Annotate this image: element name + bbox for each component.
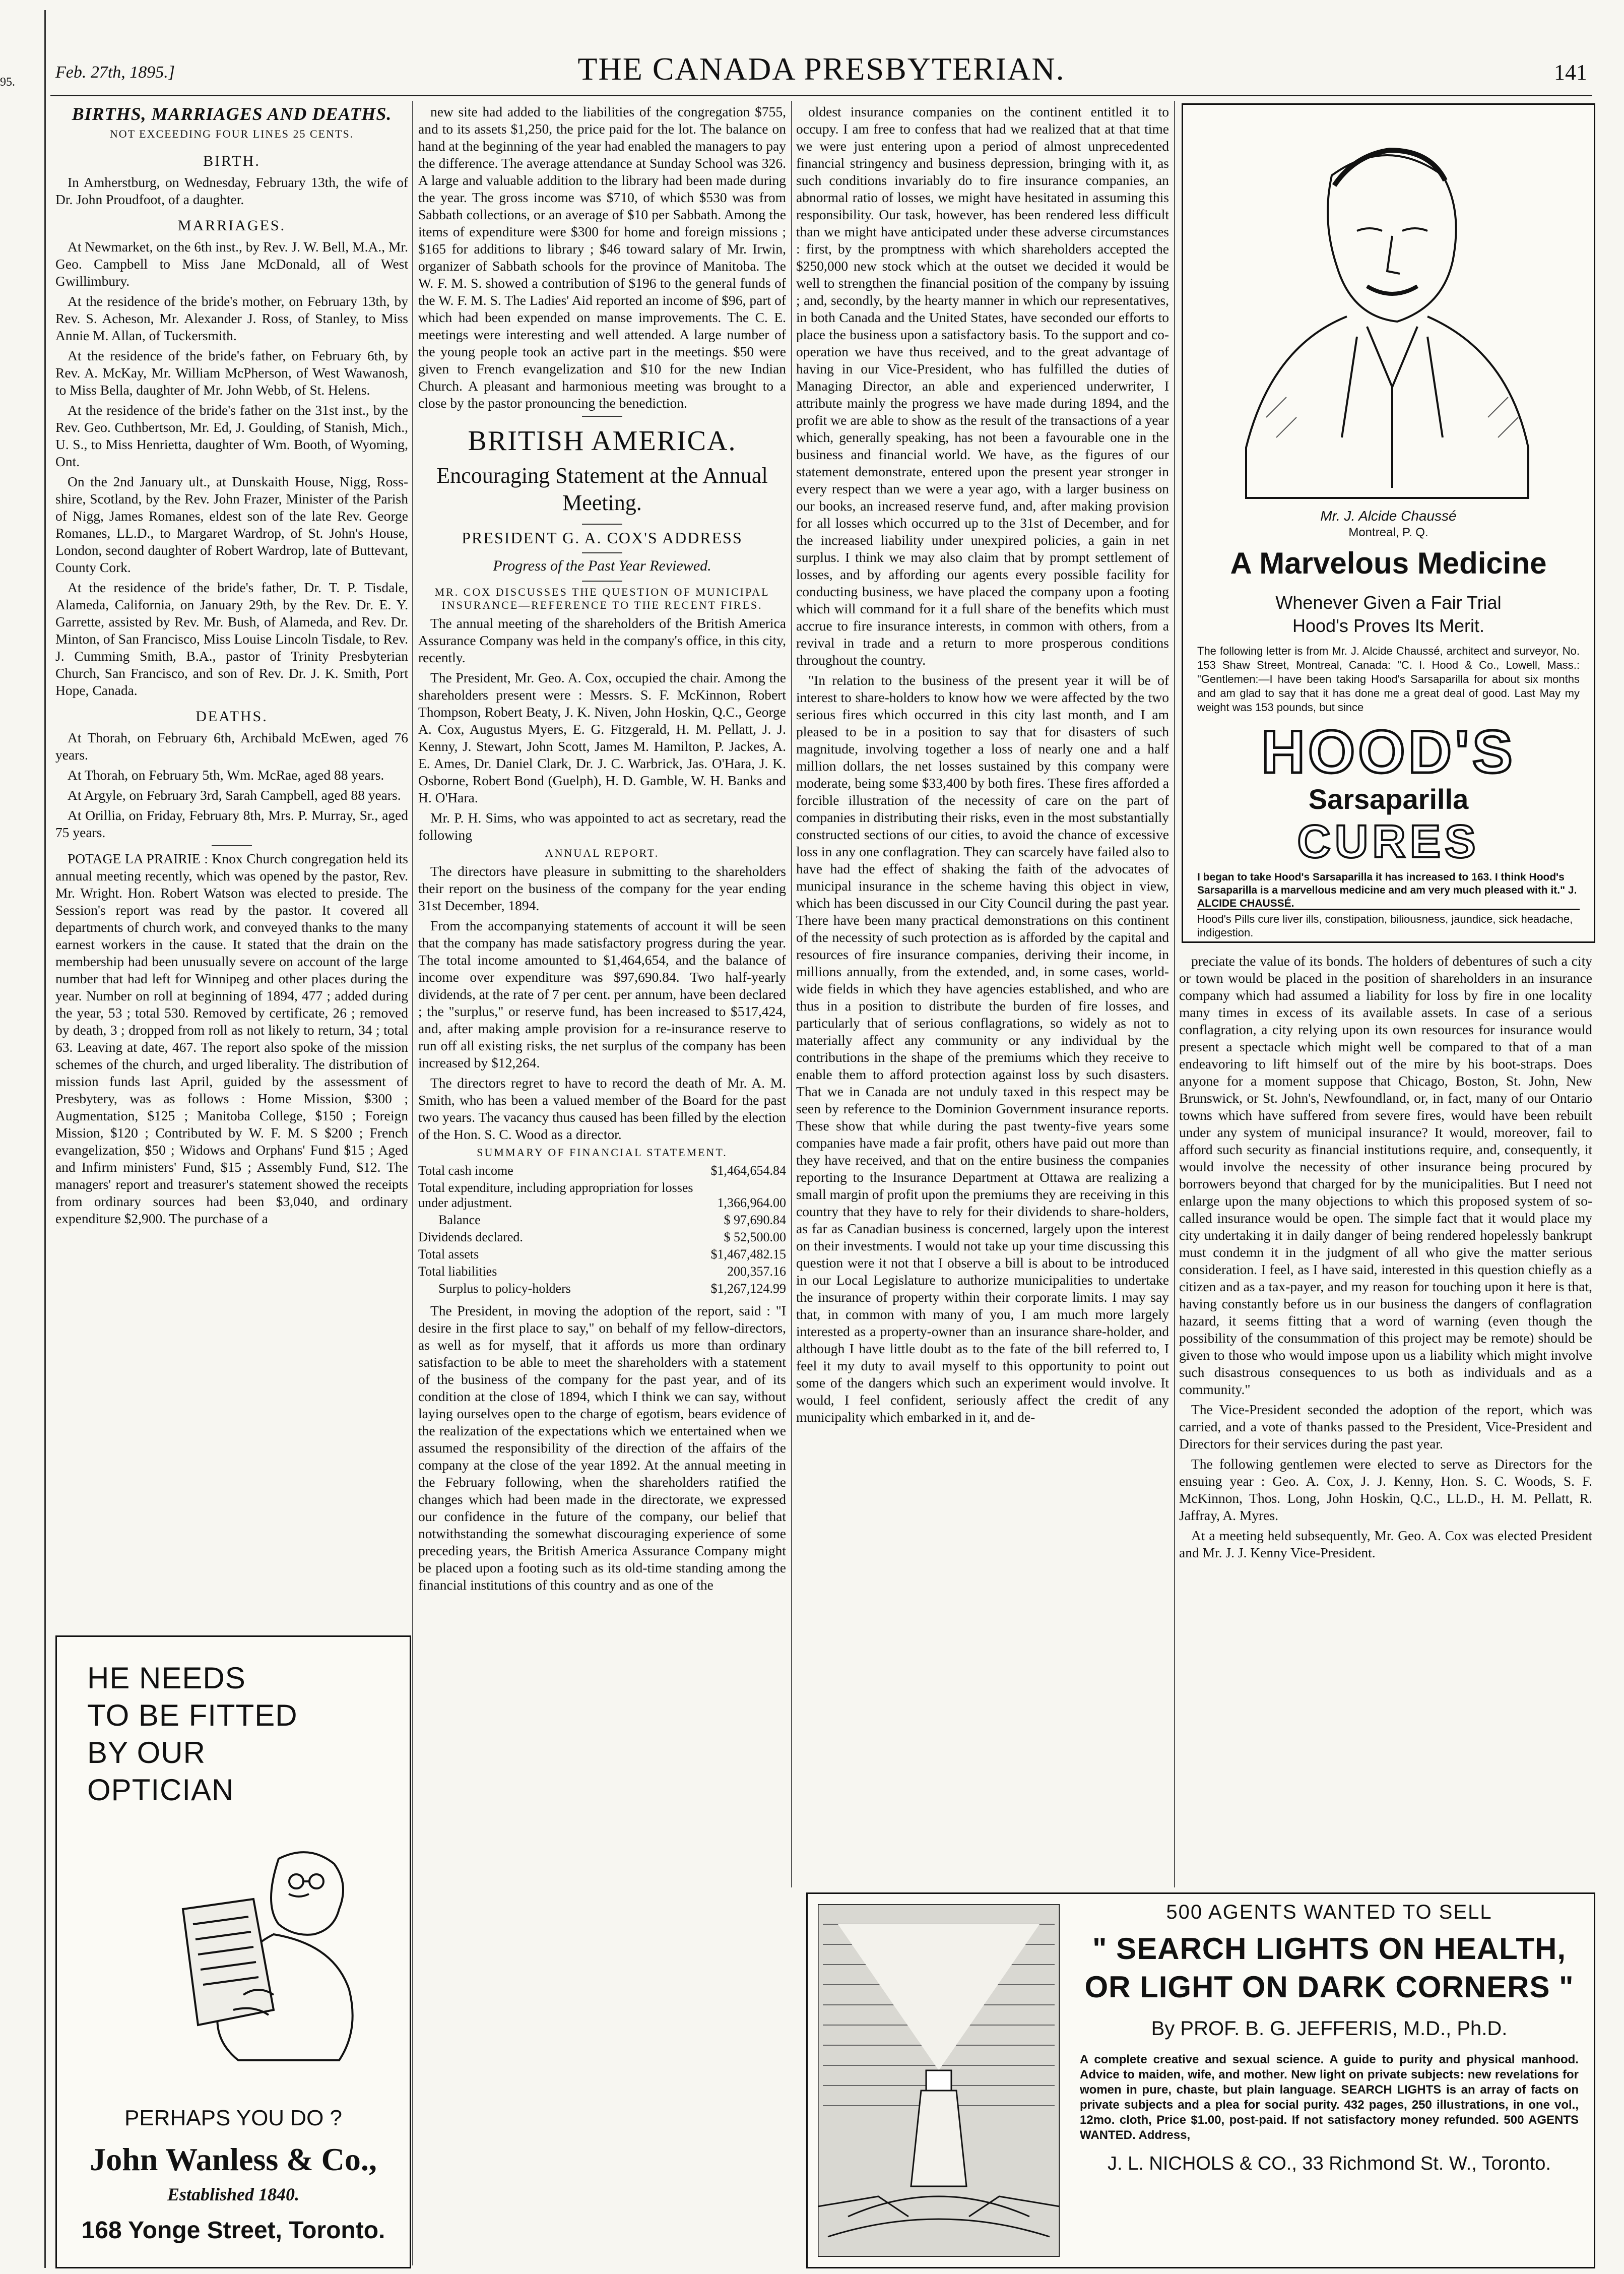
optician-company: John Wanless & Co., (90, 2141, 377, 2177)
notice-item: At the residence of the bride's mother, on February 13th, by Rev. S. Acheson, Mr. Alexander J. Ross, of Stanley, to Miss Annie M. Allan, of Tuckersmith. (55, 293, 408, 343)
optician-address: 168 Yonge Street, Toronto. (81, 2217, 385, 2244)
notice-item: At Argyle, on February 3rd, Sarah Campbell, aged 88 years. (68, 787, 401, 803)
book-description: A complete creative and sexual science. A guide to purity and physical manhood. Advice to maiden, wife, and mother. New light on private subjects: new revelations for women in pure, chaste, but plain language. SEARCH LIGHTS is an array of facts on private subjects and a plea for social purity. 432 pages, 250 illustrations, in one vol., 12mo. cloth, Price $1.00, post-paid. If not satisfactory money refunded. 500 AGENTS WANTED. Address, (1080, 2053, 1579, 2142)
publisher-address: J. L. NICHOLS & CO., 33 Richmond St. W., Toronto. (1108, 2153, 1551, 2174)
article-paragraph: The following gentlemen were elected to serve as Directors for the ensuing year : Geo. A. Cox, J. J. Kenny, Hon. S. C. Woods, S. F. McKinnon, Thos. Long, John Hoskin, Q.C., LL.D., H. M. Pellatt, R. Jaffray, A. Myres. (1179, 1456, 1592, 1523)
hoods-product: Sarsaparilla (1308, 783, 1469, 815)
page-edge-mark: 95. (0, 76, 15, 89)
notice-item: On the 2nd January ult., at Dunskaith House, Nigg, Ross-shire, Scotland, by the Rev. John Frazer, Minister of the Parish of Nigg, James Romanes, eldest son of the late Rev. George Romanes, LL.D., to Margaret Wardrop, of St. John's House, London, second daughter of Robert Wardrop, late of Buttevant, County Cork. (55, 474, 408, 575)
column-separator (791, 101, 792, 1887)
notice-item: At Thorah, on February 6th, Archibald McEwen, aged 76 years. (55, 730, 408, 763)
page-header (55, 50, 1587, 91)
hoods-cures: CURES (1297, 816, 1480, 867)
table-row: Surplus to policy-holders $1,267,124.99 (438, 1281, 786, 1296)
search-lights-advertisement (806, 1892, 1595, 2268)
article-paragraph: The President, Mr. Geo. A. Cox, occupied the chair. Among the shareholders present were : Messrs. S. F. McKinnon, Robert Thompson, Robert Beaty, J. K. Niven, John Hoskin, Q.C., George A. Cox, Augustus Myers, E. G. Fitzgerald, H. M. Pellatt, J. J. Kenny, J. Stewart, John Scott, James M. Hamilton, P. Jackes, A. E. Ames, Dr. Daniel Clark, Dr. J. C. Warbrick, Jas. O'Hara, J. K. Osborne, Robert Bond (Guelph), H. D. Gamble, W. H. Banks and H. O'Hara. (418, 670, 786, 805)
portrait-caption-place: Montreal, P. Q. (1348, 526, 1428, 539)
table-row: Total expenditure, including appropriation for losses under adjustment. 1,366,964.00 (418, 1180, 786, 1210)
table-row: Dividends declared. $ 52,500.00 (418, 1230, 786, 1244)
hoods-testimonial: The following letter is from Mr. J. Alcide Chaussé, architect and surveyor, No. 153 Shaw Street, Montreal, Canada: "C. I. Hood & Co., Lowell, Mass.: "Gentlemen:—I have been taking Hood's Sarsaparilla for about six months and am glad to say that it has done me a great deal of good. Last May my weight was 153 pounds, but since (1197, 645, 1580, 714)
hoods-headline: A Marvelous Medicine (1230, 546, 1547, 580)
article-caps-heading: PRESIDENT G. A. COX'S ADDRESS (462, 529, 743, 547)
column-notices (55, 103, 408, 1615)
search-lights-text (1075, 1894, 1584, 2267)
church-report-continued: new site had added to the liabilities of the congregation $755, and to its assets $1,250, the price paid for the lot. The balance on hand at the beginning of the year had enabled the managers to pay the difference. The average attendance at Sunday School was 326. A large and valuable addition to the library had been made during the year. The gross income was $710, of which $530 was from Sabbath collections, or an average of $10 per Sabbath. Among the items of expenditure were $300 for home and foreign missions ; $165 for additions to library ; $46 toward salary of Mr. Irwin, organizer of Sabbath schools for the province of Manitoba. The W. F. M. S. showed a contribution of $196 to the general funds of the W. F. M. S. The Ladies' Aid reported an income of $96, part of which had been expended on manse improvements. The C. E. meetings were interesting and well attended. A large number of the young people took an active part in the meetings. $50 were given to French evangelization and $10 for the new Indian Church. A pleasant and harmonious meeting was brought to a close by the pastor pronouncing the benediction. (418, 104, 786, 411)
notice-item: At Newmarket, on the 6th inst., by Rev. J. W. Bell, M.A., Mr. Geo. Campbell to Miss Jane McDonald, all of West Gwillimbury. (55, 239, 408, 289)
column-british-america (418, 103, 786, 2260)
margin-rule (44, 10, 46, 2268)
notice-item: At Orillia, on Friday, February 8th, Mrs. P. Murray, Sr., aged 75 years. (55, 807, 408, 840)
church-report: POTAGE LA PRAIRIE : Knox Church congregation held its annual meeting recently, which was opened by the pastor, Rev. Mr. Wright. Hon. Robert Watson was elected to preside. The Session's report was read by the pastor. It covered all departments of church work, and conveyed thanks to the many earnest workers in the cause. It stated that the drain on the membership had been unusually severe on account of the large number that had left for Winnipeg and other places during the year. Number on roll at beginning of 1894, 477 ; added during the year, 53 ; total 530. Removed by certificate, 26 ; removed by death, 3 ; dropped from roll as not likely to return, 34 ; total 63. Leaving at date, 467. The report also spoke of the mission schemes of the church, and urged liberality. The distribution of mission funds last April, guided by the assessment of Presbytery, was as follows : Home Mission, $300 ; Augmentation, $125 ; Manitoba College, $150 ; Foreign Mission, $120 ; Contributed by W. F. M. S $200 ; French evangelization, $50 ; Widows and Orphans' Fund $15 ; Aged and Infirm ministers' Fund, $15 ; Assembly Fund, $12. The managers' report and treasurer's statement showed the receipts from ordinary sources had been $3,040, and ordinary expenditure $2,900. The purchase of a (55, 851, 408, 1226)
issue-date: Feb. 27th, 1895.] (55, 63, 175, 82)
table-row: Total cash income $1,464,654.84 (418, 1163, 786, 1178)
notice-item: At the residence of the bride's father on the 31st inst., by the Rev. Geo. Cuthbertson, Mr. Ed, J. Goulding, of Stanish, Mich., U. S., to Miss Henrietta, daughter of Wm. Booth, of Wyoming, Ont. (55, 402, 408, 469)
financial-table (418, 1162, 786, 1297)
article-subheadline: Encouraging Statement at the Annual Meeting. (436, 463, 768, 515)
optician-question: PERHAPS YOU DO ? (124, 2106, 342, 2130)
column-article-end (1179, 953, 1592, 1890)
article-paragraph: From the accompanying statements of account it will be seen that the company has made satisfactory progress during the year. The total income amounted to $1,464,654, and the balance of income over expenditure was $97,690.84. Two half-yearly dividends, at the rate of 7 per cent. per annum, have been declared ; the "surplus," or reserve fund, has been increased to $517,424, and, after making ample provision for a re-insurance reserve to run off all existing risks, the net surplus of the company has been increased by $12,264. (418, 918, 786, 1070)
article-tagline: Progress of the Past Year Reviewed. (493, 557, 711, 574)
table-row: Total assets $1,467,482.15 (418, 1247, 786, 1261)
table-row: Total liabilities 200,357.16 (418, 1264, 786, 1279)
article-summary-line: MR. COX DISCUSSES THE QUESTION OF MUNICIPAL INSURANCE—REFERENCE TO THE RECENT FIRES. (434, 586, 770, 611)
article-paragraph: The directors have pleasure in submitting to the shareholders their report on the business of the company for the year ending 31st December, 1894. (418, 863, 786, 913)
hoods-subheadline: Whenever Given a Fair Trial Hood's Proves Its Merit. (1275, 592, 1502, 636)
masthead-title: THE CANADA PRESBYTERIAN. (577, 51, 1065, 87)
article-paragraph: The President, in moving the adoption of the report, said : "I desire in the first place to say," on behalf of my fellow-directors, as well as for myself, that it affords us more than ordinary satisfaction to be able to meet the shareholders with a statement of the business of the company for the past year, and of its condition at the close of 1894, which I think we can say, without laying ourselves open to the charge of egotism, bears evidence of the realization of the expectations which we entertained when we assumed the responsibility of the direction of the affairs of the company at the close of the year 1892. At the annual meeting in the February following, when the shareholders ratified the changes which had been made in the directorate, we expressed our confidence in the future of the company, our belief that notwithstanding the somewhat discouraging experience of some preceding years, the British America Assurance Company might be placed upon a footing such as its old-time standing among the financial institutions of this country and as one of the (418, 1303, 786, 1593)
article-paragraph: preciate the value of its bonds. The holders of debentures of such a city or town would be placed in the position of shareholders in an insurance company which had assumed a liability for loss by fire in one locality many times in excess of its available assets. In case of a serious conflagration, a city relying upon its own resources for insurance would present a spectacle which might well be compared to that of a man endeavoring to lift himself out of the mire by his boot-straps. Does anyone for a moment suppose that Chicago, Boston, St. John, New Brunswick, or St. John's, Newfoundland, or, in fact, many of our Ontario towns which have suffered from severe fires, would have been rebuilt under any system of municipal insurance? It would, moreover, fail to afford such security as financial institutions require, and, consequently, it would involve the necessity of other insurance being procured by borrowers beyond that charged for by the municipalities. But I need not enlarge upon the many objections to which this proposed system of so-called insurance would be open. The simple fact that it would place my city undertaking it in daily danger of being rendered hopelessly bankrupt must condemn it in the judgment of all who give the matter serious consideration. I feel, as I have said, interested in this question chiefly as a citizen and as a tax-payer, and my reason for touching upon it here is that, having constantly before us in our business the dangers of conflagration hazard, it seems fitting that a word of warning (even though the possibility of the consummation of this project may be remote) should be given to those who would impose upon us a liability which might involve such disastrous consequences to us both as individuals and as a community." (1179, 953, 1592, 1397)
financial-summary-heading: SUMMARY OF FINANCIAL STATEMENT. (477, 1146, 728, 1159)
notice-item: In Amherstburg, on Wednesday, February 13th, the wife of Dr. John Proudfoot, of a daughter. (55, 174, 408, 207)
marriages-heading: MARRIAGES. (177, 217, 286, 234)
man-portrait-engraving (1206, 115, 1571, 508)
notices-subtitle: NOT EXCEEDING FOUR LINES 25 CENTS. (109, 128, 354, 140)
notice-item: At Thorah, on February 5th, Wm. McRae, aged 88 years. (68, 767, 384, 783)
header-rule (50, 95, 1592, 96)
lighthouse-searchlight-engraving (818, 1904, 1060, 2257)
man-reading-newspaper-illustration (153, 1828, 374, 2065)
annual-report-heading: ANNUAL REPORT. (545, 847, 660, 859)
notice-item: At the residence of the bride's father, Dr. T. P. Tisdale, Alameda, California, on January 29th, by the Rev. Dr. E. Y. Garrette, assisted by Rev. Mr. Bush, of Alameda, and Rev. Dr. Minton, of San Francisco, Miss Louise Lincoln Tisdale, to Rev. J. Cumming Smith, B.A., pastor of Trinity Presbyterian Church, San Francisco, and son of Rev. Dr. J. K. Smith, Port Hope, Canada. (55, 580, 408, 698)
optician-advertisement (55, 1635, 411, 2268)
table-row: Balance $ 97,690.84 (438, 1213, 786, 1227)
divider (582, 416, 622, 417)
divider (582, 552, 622, 553)
divider (582, 581, 622, 582)
article-paragraph: oldest insurance companies on the continent entitled it to occupy. I am free to confess that had we realized that at that time we were just entering upon a period of almost unprecedented financial stringency and business depression, bringing with it, as such conditions invariably do to fire insurance companies, an abnormal ratio of losses, we might have hesitated in assuming this responsibility. Our task, however, has been rendered less difficult than we might have anticipated under these adverse circumstances : first, by the promptness with which shareholders accepted the $250,000 new stock which at the outset we decided it would be well to strengthen the financial position of the company by issuing ; and, secondly, by the hearty manner in which our representatives, in both Canada and the United States, have seconded our efforts to place the business upon a satisfactory basis. To the support and co-operation we have thus received, and to the great advantage of having in our Vice-President, who has fulfilled the duties of Managing Director, an able and experienced underwriter, I attribute mainly the progress we have made during 1894, and the profit we are able to show as the result of the transactions of a year which, generally speaking, has not been a favourable one in the business and financial world. We have, as the figures of our statement demonstrate, entered upon the present year stronger in every respect than we were a year ago, with a larger business on our books, an increased reserve fund, and, after making provision for all losses which occurred up to the 31st of December, and for the increased liability under unexpired policies, a gain in net surplus. I think we may also claim that by prompt settlement of losses, and by affording our agents every possible facility for conducting business, we have placed the company upon a footing which will command for it a full share of the benefits which must accrue to fire insurance interests, in common with others, from a revival in trade and a return to more prosperous conditions throughout the country. (796, 104, 1169, 668)
divider (212, 845, 252, 846)
hoods-brand: HOOD'S (1261, 718, 1516, 786)
hoods-pills: Hood's Pills cure liver ills, constipation, biliousness, jaundice, sick headache, indigestion. (1197, 909, 1580, 939)
notices-title: BIRTHS, MARRIAGES AND DEATHS. (72, 104, 392, 124)
column-separator (1174, 101, 1175, 1887)
article-paragraph: At a meeting held subsequently, Mr. Geo. A. Cox was elected President and Mr. J. J. Kenny Vice-President. (1179, 1528, 1592, 1560)
optician-established: Established 1840. (167, 2184, 300, 2204)
article-paragraph: The annual meeting of the shareholders of the British America Assurance Company was held in the company's office, in this city, recently. (418, 615, 786, 665)
hoods-advertisement (1182, 103, 1595, 943)
divider (582, 524, 622, 525)
hoods-quote: I began to take Hood's Sarsaparilla it has increased to 163. I think Hood's Sarsaparilla is a marvellous medicine and am very much pleased with it." J. ALCIDE CHAUSSÉ. (1197, 871, 1577, 909)
article-headline: BRITISH AMERICA. (468, 425, 737, 457)
birth-heading: BIRTH. (203, 153, 261, 169)
column-separator (412, 101, 413, 2265)
agents-wanted: 500 AGENTS WANTED TO SELL (1166, 1901, 1492, 1923)
article-paragraph: Mr. P. H. Sims, who was appointed to act as secretary, read the following (418, 810, 786, 843)
optician-headline: HE NEEDS TO BE FITTED BY OUR OPTICIAN (87, 1661, 298, 1807)
article-paragraph: The directors regret to have to record the death of Mr. A. M. Smith, who has been a valued member of the Board for the past two years. The vacancy thus caused has been filled by the election of the Hon. S. C. Wood as a director. (418, 1075, 786, 1142)
article-paragraph: The Vice-President seconded the adoption of the report, which was carried, and a vote of thanks passed to the President, Vice-President and Directors for their services during the past year. (1179, 1402, 1592, 1451)
notice-item: At the residence of the bride's father, on February 6th, by Rev. A. McKay, Mr. William McPherson, of West Wawanosh, to Miss Bella, daughter of Mr. John Webb, of St. Helens. (55, 348, 408, 398)
deaths-heading: DEATHS. (196, 708, 268, 725)
page-number: 141 (1554, 60, 1587, 85)
article-paragraph: "In relation to the business of the present year it will be of interest to share-holders to know how we were affected by the two serious fires which occurred in this city last month, and I am pleased to be in a position to say that for disasters of such magnitude, involving together a loss of nearly one and a half million dollars, the net losses sustained by this company were moderate, being some $33,400 by both fires. These fires afforded a forcible illustration of the necessity of care on the part of companies in distributing their risks, even in the most substantially constructed sections of our cities, to avoid the chance of excessive loss in any one conflagration. They can scarcely have failed also to have had the effect of shaking the faith of the advocates of municipal insurance in the scheme having this object in view, which has been discussed in our City Council during the past year. There have been many practical demonstrations on this continent of the necessity of such protection as is afforded by the capital and resources of fire insurance companies, deriving their income, in millions annually, from the extended, and, in some cases, world-wide fields in which they have agencies established, and who are thus in a position to distribute the burden of fire losses, and particularly that of serious conflagrations, so widely as not to materially affect any community or any individual by the contributions in the shape of the premiums which they receive to enable them to afford protection against loss by such disasters. That we in Canada are not unduly taxed in this respect may be seen by reference to the Dominion Government insurance reports. These show that while during the past twenty-five years some companies have made a fair profit, others have paid out more than they have received, and that on the entire business the companies reporting to the Insurance Department at Ottawa are realizing a small margin of profit upon the premiums they are receiving in this country that they have to rely for their dividends to share-holders, as far as Canadian business is concerned, largely upon the interest on their investments. I would not take up your time discussing this question were it not that I observe a bill is about to be introduced in our Local Legislature to authorize municipalities to undertake the insurance of property within their corporate limits. I may say that, in common with many of you, I am much more largely interested as a property-owner than an insurance share-holder, and although I have little doubt as to the fate of the bill referred to, I feel it my duty to avail myself to this opportunity to point out some of the dangers which such an experiment would involve. It would, I feel confident, seriously affect the credit of any municipality which embarked in it, and de- (796, 672, 1169, 1425)
book-title: " SEARCH LIGHTS ON HEALTH, OR LIGHT ON DARK CORNERS " (1084, 1932, 1574, 2004)
book-author: By PROF. B. G. JEFFERIS, M.D., Ph.D. (1151, 2017, 1508, 2040)
portrait-caption-name: Mr. J. Alcide Chaussé (1320, 508, 1457, 524)
